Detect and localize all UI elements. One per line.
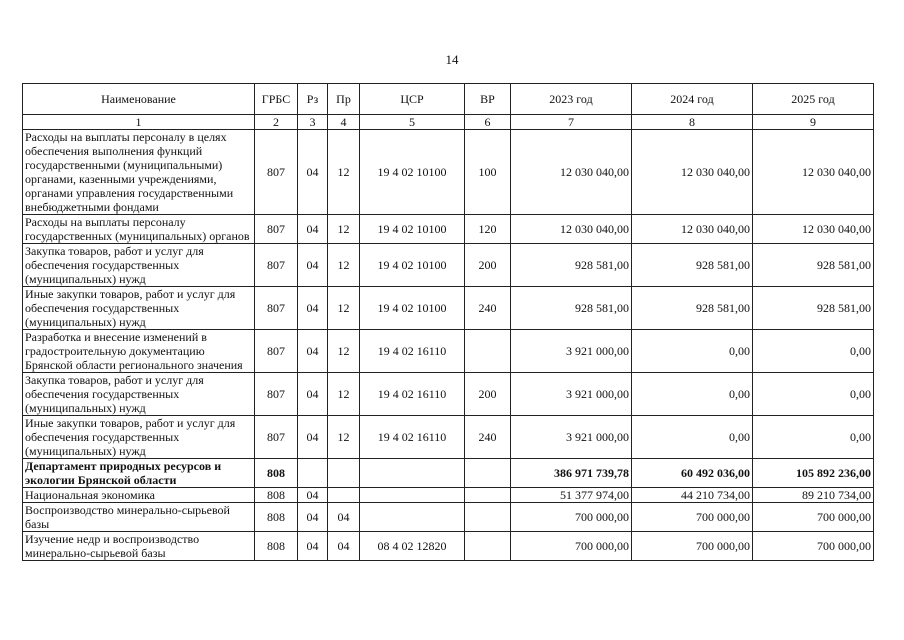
cell-vr: 200: [465, 373, 511, 416]
cell-2025: 0,00: [753, 373, 874, 416]
cell-pr: 04: [328, 503, 360, 532]
cell-grbs: 807: [255, 244, 298, 287]
cell-name: Закупка товаров, работ и услуг для обеспечения государственных (муниципальных) нужд: [23, 244, 255, 287]
table-row: [23, 532, 874, 561]
cell-rz: 04: [298, 215, 328, 244]
cell-grbs: 807: [255, 416, 298, 459]
cell-name: Иные закупки товаров, работ и услуг для обеспечения государственных (муниципальных) нужд: [23, 416, 255, 459]
cell-2025: 928 581,00: [753, 287, 874, 330]
column-number: 1: [23, 115, 255, 130]
header-rz: Рз: [298, 84, 328, 115]
cell-2023: 700 000,00: [511, 532, 632, 561]
cell-2024: 928 581,00: [632, 244, 753, 287]
cell-csr: 19 4 02 16110: [360, 416, 465, 459]
column-number: 8: [632, 115, 753, 130]
cell-rz: 04: [298, 330, 328, 373]
cell-2024: 928 581,00: [632, 287, 753, 330]
cell-2023: 51 377 974,00: [511, 488, 632, 503]
cell-name: Расходы на выплаты персоналу в целях обеспечения выполнения функций государственными (муниципальными) органами, казенными учреждениями, органами управления государственными внебюджетными фондами: [23, 130, 255, 215]
cell-name: Изучение недр и воспроизводство минерально-сырьевой базы: [23, 532, 255, 561]
table-row-department: [23, 459, 874, 488]
cell-2024: 0,00: [632, 330, 753, 373]
cell-2025: 105 892 236,00: [753, 459, 874, 488]
cell-pr: 12: [328, 330, 360, 373]
cell-rz: 04: [298, 488, 328, 503]
cell-rz: 04: [298, 416, 328, 459]
cell-vr: [465, 488, 511, 503]
table-row: [23, 244, 874, 287]
cell-2023: 12 030 040,00: [511, 215, 632, 244]
cell-2023: 3 921 000,00: [511, 373, 632, 416]
table-row: [23, 287, 874, 330]
table-row: [23, 503, 874, 532]
cell-2023: 3 921 000,00: [511, 330, 632, 373]
cell-vr: [465, 503, 511, 532]
cell-csr: [360, 459, 465, 488]
cell-vr: [465, 330, 511, 373]
table-row: [23, 330, 874, 373]
cell-name: Разработка и внесение изменений в градостроительную документацию Брянской области регионального значения: [23, 330, 255, 373]
cell-csr: 19 4 02 10100: [360, 130, 465, 215]
cell-2024: 0,00: [632, 373, 753, 416]
column-number: 6: [465, 115, 511, 130]
cell-pr: 04: [328, 532, 360, 561]
cell-csr: 19 4 02 10100: [360, 287, 465, 330]
cell-vr: [465, 532, 511, 561]
cell-grbs: 808: [255, 459, 298, 488]
cell-name: Воспроизводство минерально-сырьевой базы: [23, 503, 255, 532]
cell-csr: [360, 488, 465, 503]
cell-2024: 44 210 734,00: [632, 488, 753, 503]
header-2024: 2024 год: [632, 84, 753, 115]
cell-pr: 12: [328, 373, 360, 416]
column-number: 3: [298, 115, 328, 130]
cell-2024: 700 000,00: [632, 503, 753, 532]
cell-pr: 12: [328, 416, 360, 459]
header-grbs: ГРБС: [255, 84, 298, 115]
header-csr: ЦСР: [360, 84, 465, 115]
cell-grbs: 807: [255, 330, 298, 373]
cell-pr: [328, 459, 360, 488]
cell-pr: 12: [328, 287, 360, 330]
cell-2023: 928 581,00: [511, 244, 632, 287]
header-row: [23, 84, 874, 115]
cell-name: Иные закупки товаров, работ и услуг для обеспечения государственных (муниципальных) нужд: [23, 287, 255, 330]
cell-vr: 120: [465, 215, 511, 244]
cell-grbs: 808: [255, 488, 298, 503]
column-number: 4: [328, 115, 360, 130]
cell-2025: 0,00: [753, 330, 874, 373]
header-name: Наименование: [23, 84, 255, 115]
cell-grbs: 808: [255, 532, 298, 561]
table-row: [23, 416, 874, 459]
cell-2024: 0,00: [632, 416, 753, 459]
cell-csr: 19 4 02 10100: [360, 215, 465, 244]
cell-csr: 19 4 02 10100: [360, 244, 465, 287]
cell-2025: 12 030 040,00: [753, 215, 874, 244]
cell-vr: 240: [465, 287, 511, 330]
cell-2023: 386 971 739,78: [511, 459, 632, 488]
cell-vr: 240: [465, 416, 511, 459]
cell-grbs: 808: [255, 503, 298, 532]
cell-2023: 700 000,00: [511, 503, 632, 532]
cell-rz: 04: [298, 287, 328, 330]
cell-pr: 12: [328, 244, 360, 287]
column-number: 7: [511, 115, 632, 130]
cell-2023: 3 921 000,00: [511, 416, 632, 459]
cell-2024: 12 030 040,00: [632, 130, 753, 215]
cell-2024: 12 030 040,00: [632, 215, 753, 244]
cell-grbs: 807: [255, 215, 298, 244]
table-row: [23, 215, 874, 244]
header-vr: ВР: [465, 84, 511, 115]
cell-name: Расходы на выплаты персоналу государственных (муниципальных) органов: [23, 215, 255, 244]
cell-rz: [298, 459, 328, 488]
cell-rz: 04: [298, 130, 328, 215]
cell-csr: 08 4 02 12820: [360, 532, 465, 561]
cell-grbs: 807: [255, 130, 298, 215]
column-number-row: [23, 115, 874, 130]
cell-rz: 04: [298, 532, 328, 561]
cell-2025: 12 030 040,00: [753, 130, 874, 215]
cell-csr: 19 4 02 16110: [360, 373, 465, 416]
cell-pr: 12: [328, 215, 360, 244]
cell-2025: 928 581,00: [753, 244, 874, 287]
cell-csr: 19 4 02 16110: [360, 330, 465, 373]
cell-2025: 700 000,00: [753, 503, 874, 532]
cell-name: Закупка товаров, работ и услуг для обеспечения государственных (муниципальных) нужд: [23, 373, 255, 416]
cell-csr: [360, 503, 465, 532]
cell-vr: 100: [465, 130, 511, 215]
cell-2025: 700 000,00: [753, 532, 874, 561]
table-row: [23, 488, 874, 503]
cell-vr: 200: [465, 244, 511, 287]
cell-rz: 04: [298, 503, 328, 532]
cell-grbs: 807: [255, 373, 298, 416]
cell-rz: 04: [298, 373, 328, 416]
cell-name: Департамент природных ресурсов и экологии Брянской области: [23, 459, 255, 488]
cell-2023: 928 581,00: [511, 287, 632, 330]
cell-2025: 0,00: [753, 416, 874, 459]
column-number: 5: [360, 115, 465, 130]
header-pr: Пр: [328, 84, 360, 115]
budget-table: [22, 83, 874, 561]
page-number: 14: [445, 52, 459, 67]
cell-rz: 04: [298, 244, 328, 287]
cell-2024: 60 492 036,00: [632, 459, 753, 488]
table-row: [23, 373, 874, 416]
cell-grbs: 807: [255, 287, 298, 330]
cell-2024: 700 000,00: [632, 532, 753, 561]
cell-name: Национальная экономика: [23, 488, 255, 503]
column-number: 2: [255, 115, 298, 130]
cell-2025: 89 210 734,00: [753, 488, 874, 503]
cell-2023: 12 030 040,00: [511, 130, 632, 215]
table-row: [23, 130, 874, 215]
cell-pr: 12: [328, 130, 360, 215]
column-number: 9: [753, 115, 874, 130]
cell-vr: [465, 459, 511, 488]
cell-pr: [328, 488, 360, 503]
header-2023: 2023 год: [511, 84, 632, 115]
header-2025: 2025 год: [753, 84, 874, 115]
